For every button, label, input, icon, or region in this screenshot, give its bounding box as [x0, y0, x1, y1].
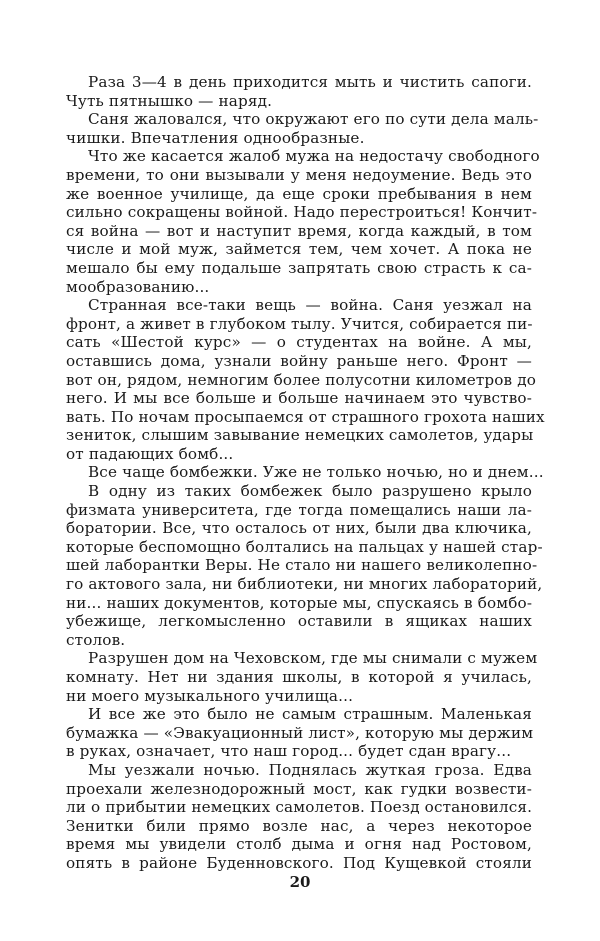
paragraph	[66, 463, 544, 482]
text-line: фронт, а живет в глубоком тылу. Учится, собирается пи-	[66, 314, 533, 333]
text-line: ни... наших документов, которые мы, спускаясь в бомбо-	[66, 593, 533, 612]
text-line: него. И мы все больше и больше начинаем это чувство-	[66, 389, 532, 408]
paragraph	[66, 761, 532, 873]
text-line: вать. По ночам просыпаемся от страшного грохота наших	[66, 407, 545, 426]
text-line: же военное училище, да еще сроки пребывания в нем	[66, 184, 532, 203]
text-line: зениток, слышим завывание немецких самолетов, удары	[66, 426, 534, 445]
paragraph	[66, 147, 540, 296]
paragraph	[66, 296, 545, 463]
text-line: столов.	[66, 630, 126, 649]
text-line: Странная все-таки вещь — война. Саня уезжал на	[88, 296, 532, 315]
text-line: мешало бы ему подальше запрятать свою страсть к са-	[66, 258, 532, 277]
paragraph	[66, 649, 538, 705]
text-line: в руках, означает, что наш город... будет сдан врагу...	[66, 742, 512, 761]
text-line: сать «Шестой курс» — о студентах на войне. А мы,	[66, 333, 532, 352]
text-line: Чуть пятнышко — наряд.	[66, 91, 273, 110]
text-line: Зенитки били прямо возле нас, а через некоторое	[66, 816, 532, 835]
text-line: Мы уезжали ночью. Поднялась жуткая гроза. Едва	[88, 760, 532, 779]
text-line: ли о прибытии немецких самолетов. Поезд остановился.	[66, 798, 533, 817]
text-line: чишки. Впечатления однообразные.	[66, 128, 365, 147]
paragraph	[66, 705, 532, 761]
text-line: комнату. Нет ни здания школы, в которой я училась,	[66, 668, 532, 686]
text-line: В одну из таких бомбежек было разрушено крыло	[88, 482, 532, 501]
page-number: 20	[289, 873, 311, 891]
text-line: убежище, легкомысленно оставили в ящиках наших	[66, 612, 532, 631]
text-line: проехали железнодорожный мост, как гудки возвести-	[66, 779, 532, 798]
text-line: Саня жаловался, что окружают его по сути дела маль-	[88, 110, 539, 129]
text-line: оставшись дома, узнали войну раньше него. Фронт —	[66, 351, 532, 370]
text-line: бумажка — «Эвакуационный лист», которую мы держим	[66, 723, 534, 742]
text-line: время мы увидели столб дыма и огня над Ростовом,	[66, 835, 532, 854]
text-line: Все чаще бомбежки. Уже не только ночью, но и днем...	[88, 463, 544, 482]
paragraph	[66, 482, 543, 649]
text-line: Раза 3—4 в день приходится мыть и чистить сапоги.	[88, 73, 532, 91]
text-line: физмата университета, где тогда помещались наши ла-	[66, 500, 532, 519]
text-line: шей лаборантки Веры. Не стало ни нашего великолепно-	[66, 556, 538, 575]
text-line: времени, то они вызывали у меня недоумение. Ведь это	[66, 165, 532, 184]
text-line: опять в районе Буденновского. Под Кущевкой стояли	[66, 853, 532, 872]
text-line: числе и мой муж, займется тем, чем хочет. А пока не	[66, 240, 532, 259]
text-line: сильно сокращены войной. Надо перестроиться! Кончит-	[66, 203, 538, 222]
text-line: И все же это было не самым страшным. Маленькая	[88, 705, 532, 724]
text-line: го актового зала, ни библиотеки, ни многих лабораторий,	[66, 575, 543, 594]
text-line: ся война — вот и наступит время, когда каждый, в том	[66, 221, 532, 240]
text-line: Разрушен дом на Чеховском, где мы снимали с мужем	[88, 649, 538, 668]
text-line: ни моего музыкального училища...	[66, 686, 354, 705]
text-line: от падающих бомб...	[66, 444, 234, 463]
paragraph	[66, 110, 539, 147]
body-text	[66, 73, 545, 873]
text-line: боратории. Все, что осталось от них, были два ключика,	[66, 519, 532, 538]
text-line: мообразованию...	[66, 277, 210, 296]
text-line: вот он, рядом, немногим более полусотни километров до	[66, 370, 537, 389]
text-line: которые беспомощно болтались на пальцах у нашей стар-	[66, 537, 543, 556]
text-line: Что же касается жалоб мужа на недостачу свободного	[88, 147, 540, 166]
paragraph	[66, 73, 532, 110]
